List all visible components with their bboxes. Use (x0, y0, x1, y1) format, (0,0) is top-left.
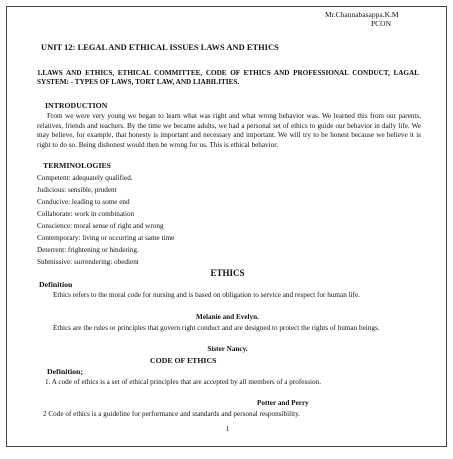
code-of-ethics-definition-heading: Definition; (47, 367, 83, 376)
page-number: 1 (225, 425, 230, 433)
document-page (6, 6, 447, 447)
term-item: Competent: adequately qualified. (37, 174, 133, 182)
terminologies-heading: TERMINOLOGIES (43, 161, 112, 170)
ethics-source-1: Melanie and Evelyn. (196, 313, 259, 321)
term-item: Deterrent: frightening or hindering. (37, 246, 139, 254)
introduction-text: From we were very young we began to learn what was right and what wrong behavior was. We learned this from our parents, relatives, friends and teachers. By the time we became adults, we had a personal set of ethics to guide our behavior in daily life. We may believe, for example, that honesty is important and necessary and important. We will try to be honest because we believe it is right to do so. Being dishonest would then be wrong for us. This is ethical behavior. (37, 112, 421, 149)
header-org: PCON (371, 19, 392, 28)
ethics-source-2: Sister Nancy. (207, 345, 248, 353)
ethics-definition-2: Ethics are the rules or principles that govern right conduct and are designed to protect the rights of human beings. (53, 324, 380, 332)
code-of-ethics-title: CODE OF ETHICS (150, 356, 217, 365)
header-author: Mr.Channabasappa.K.M (325, 10, 399, 19)
code-of-ethics-item-1: 1. A code of ethics is a set of ethical principles that are accepted by all members of a profession. (45, 378, 322, 386)
section-heading: 1.LAWS AND ETHICS, ETHICAL COMMITTEE, CODE OF ETHICS AND PROFESSIONAL CONDUCT, LAGAL SYSTEM: - TYPES OF LAWS, TORT LAW, AND LIABILITIES. (37, 69, 419, 86)
term-item: Submissive: surrendering: obedient (37, 258, 139, 266)
ethics-definition-1: Ethics refers to the moral code for nursing and is based on obligation to service and respect for human life. (53, 291, 360, 299)
code-of-ethics-item-2: 2 Code of ethics is a guideline for performance and standards and personal responsibility. (43, 410, 301, 418)
term-item: Conducive: leading to some end (37, 198, 130, 206)
ethics-title: ETHICS (210, 268, 245, 278)
term-item: Judicious: sensible, prudent (37, 186, 117, 194)
term-item: Collaborate: work in combination (37, 210, 135, 218)
unit-title: UNIT 12: LEGAL AND ETHICAL ISSUES LAWS AND ETHICS (41, 43, 279, 52)
introduction-heading: INTRODUCTION (45, 101, 108, 110)
term-item: Contemporary: living or occurring at same time (37, 234, 175, 242)
term-item: Conscience: moral sense of right and wrong (37, 222, 164, 230)
code-of-ethics-source: Potter and Perry (257, 399, 309, 407)
ethics-definition-heading: Definition (39, 280, 73, 289)
